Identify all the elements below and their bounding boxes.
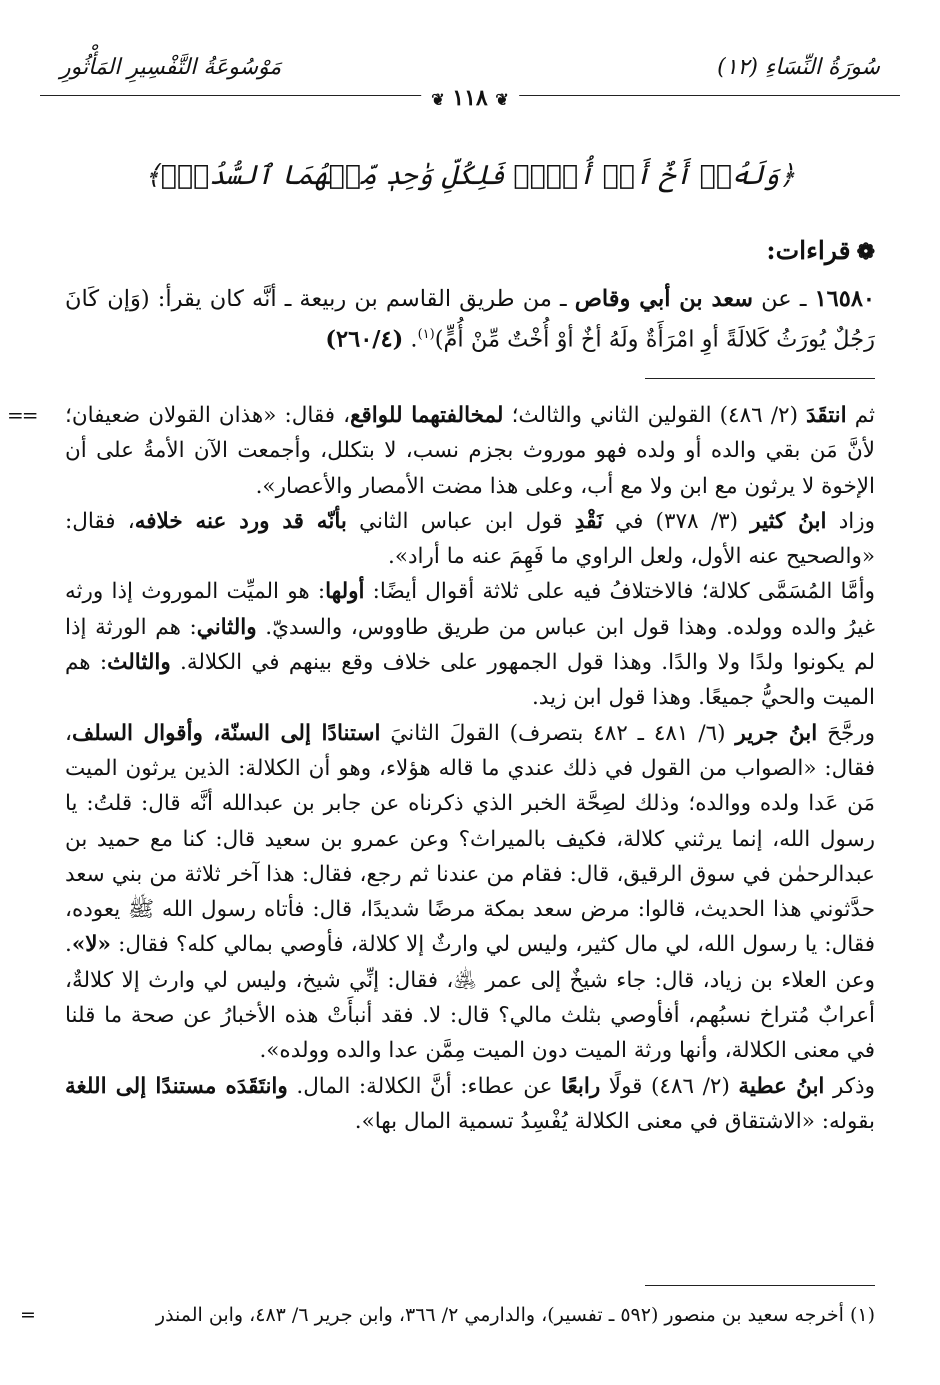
paragraph-text: ، فقال: «والصحيح عنه الأول، ولعل الراوي ما فَهِمَ عنه ما أراد». <box>65 508 875 570</box>
paragraph-text: (٢/ ٤٨٦) القولين الثاني والثالث؛ <box>503 403 807 428</box>
continuation-marker: = <box>20 1304 36 1326</box>
emphasis-text: بأنّه قد ورد عنه خلافه <box>134 508 347 534</box>
footnote-text: (١) أخرجه سعيد بن منصور (٥٩٢ ـ تفسير)، والدارمي ٢/ ٣٦٦، وابن جرير ٦/ ٤٨٣، وابن المنذر <box>155 1304 875 1326</box>
emphasis-text: «لا» <box>71 932 111 958</box>
page-number: ١١٨ <box>452 85 488 111</box>
flower-icon: ❁ <box>856 239 875 265</box>
commentary-notes <box>7 398 876 1139</box>
emphasis-text: نَقْدِ <box>574 508 603 534</box>
paragraph-text: ورجَّحَ <box>817 720 875 746</box>
surah-title: سُورَةُ النِّسَاءِ (١٢) <box>717 55 880 80</box>
emphasis-text: والثاني <box>196 614 257 640</box>
ornament-icon: ❦ <box>431 90 445 109</box>
emphasis-text: انتقَدَ <box>806 403 847 428</box>
book-title: مَوْسُوعَةُ التَّفْسِيرِ المَأْثُورِ <box>60 55 282 80</box>
emphasis-text: ابنُ جرير <box>735 720 818 746</box>
entry-text: ـ عن <box>753 286 815 312</box>
commentary-paragraph <box>65 1069 875 1140</box>
entry-number: ١٦٥٨٠ <box>814 286 876 312</box>
paragraph-text: وزاد <box>826 508 876 534</box>
paragraph-text: : هم الميت والحيُّ جميعًا. وهذا قول ابن زيد. <box>65 650 875 711</box>
paragraph-text: . وعن العلاء بن زياد، قال: جاء شيخٌ إلى عمر ﵁، فقال: إنِّي شيخ، وليس لي وارث إلا كلالةٌ، أعرابٌ مُتراخ نسبُهم، أفأوصي بثلث مالي؟ قال: لا. فقد أنبأَتْ هذه الأخبارُ عن صحة ما قلنا في معنى الكلالة، وأنها ورثة الميت دون الميت مِمَّن عدا والده وولده». <box>65 932 875 1064</box>
paragraph-text: وأمَّا المُسَمَّى كلالة؛ فالاختلافُ فيه على ثلاثة أقوال أيضًا: <box>364 579 875 605</box>
narrator-name: سعد بن أبي وقاص <box>574 286 754 312</box>
emphasis-text: استنادًا إلى السنّة، وأقوال السلف <box>71 720 381 746</box>
notes-separator <box>645 378 875 379</box>
paragraph-text: ، فقال: «هذان القولان ضعيفان؛ لأنَّ مَن بقي والده أو ولده فهو موروث بجزم نسب، لا بتكلل، وأجمعت الآن الأمةُ على أن الإخوة لا يرثون مع ابن ولا مع أب، وعلى هذا مضت الأمصار والأعصار». <box>65 403 875 499</box>
paragraph-text: (٦/ ٤٨١ ـ ٤٨٢ بتصرف) القولَ الثانيَ <box>380 720 736 746</box>
paragraph-text: وذكر <box>824 1073 876 1099</box>
paragraph-text: (٢/ ٤٨٦) قولًا <box>600 1073 739 1099</box>
commentary-paragraph <box>65 398 875 504</box>
footnote-ref: (١) <box>417 327 435 342</box>
commentary-paragraph <box>65 574 875 715</box>
volume-reference: (٢٦٠/٤) <box>325 326 404 353</box>
section-heading <box>766 236 875 265</box>
commentary-paragraph <box>65 504 875 575</box>
paragraph-text: ، فقال: «الصواب من القول في ذلك عندي ما قاله هؤلاء، وهو أن الكلالة: الذين يرثون الميت مَن عَدا ولده ووالده؛ وذلك لصِحَّة الخبر الذي ذكرناه عن جابر بن عبدالله أنَّه قال: قلتُ: يا رسول الله، إنما يرثني كلالة، فكيف بالميراث؟ وعن عمرو بن سعيد قال: كنا مع حميد بن عبدالرحمٰن في سوق الرقيق، قال: فقام من عندنا ثم رجع، فقال: هذا آخر ثلاثة من بني سعد حدَّثوني هذا الحديث، قالوا: مرض سعد بمكة مرضًا شديدًا، قال: فأتاه رسول الله ﷺ يعوده، فقال: يا رسول الله، لي مال كثير، وليس لي وارثٌ إلا كلالة، فأوصي بمالي كله؟ فقال: <box>65 720 875 958</box>
page-number-box <box>421 85 519 111</box>
emphasis-text: وانتَقَدَه مستندًا إلى اللغة <box>65 1073 288 1099</box>
entry-text: ـ من طريق القاسم بن ربيعة ـ أنَّه كان يقرأ: (وَإن كَانَ رَجُلٌ يُورَثُ كَلالَةً أوِ امْرَأَةٌ ولَهُ أخٌ أوْ أُخْتٌ مِّنْ أُمٍّ) <box>65 286 875 353</box>
reading-entry <box>65 282 875 358</box>
emphasis-text: ابنُ كثير <box>750 508 827 534</box>
paragraph-text: بقوله: «الاشتقاق في معنى الكلالة يُفْسِدُ تسمية المال بها». <box>354 1108 875 1134</box>
quran-verse: ﴿وَلَهُۥٓ أَخٌ أَوۡ أُخۡتٞ فَلِكُلِّ وَٰحِدٖ مِّنۡهُمَا ٱلسُّدُسُۚ﴾ <box>144 160 796 191</box>
paragraph-text: قول ابن عباس الثاني <box>346 508 575 534</box>
page-header <box>40 55 900 110</box>
footnote <box>20 1300 875 1330</box>
emphasis-text: أولها <box>325 579 365 605</box>
emphasis-text: ابنُ عطية <box>738 1073 825 1099</box>
paragraph-text: : هو الميِّت الموروث إذا ورثه غيرُ والده وولده. وهذا قول ابن عباس من طريق طاووس، والسديّ. <box>65 579 875 640</box>
continuation-marker: == <box>7 403 37 427</box>
emphasis-text: والثالث <box>107 650 171 676</box>
commentary-paragraph <box>65 716 875 1069</box>
paragraph-text: ثم <box>846 403 876 428</box>
emphasis-text: لمخالفتهما للواقع <box>350 403 504 428</box>
entry-text: . <box>403 326 418 353</box>
emphasis-text: رابعًا <box>560 1073 601 1099</box>
paragraph-text: : هم الورثة إذا لم يكونوا ولدًا ولا والدًا. وهذا قول الجمهور على خلاف وقع بينهم في الكلالة. <box>65 614 875 676</box>
paragraph-text: عن عطاء: أنَّ الكلالة: المال. <box>287 1073 561 1099</box>
section-title: قراءات: <box>766 236 851 265</box>
footnote-separator <box>645 1285 875 1286</box>
ornament-icon: ❦ <box>495 90 509 109</box>
paragraph-text: (٣/ ٣٧٨) في <box>602 508 751 534</box>
